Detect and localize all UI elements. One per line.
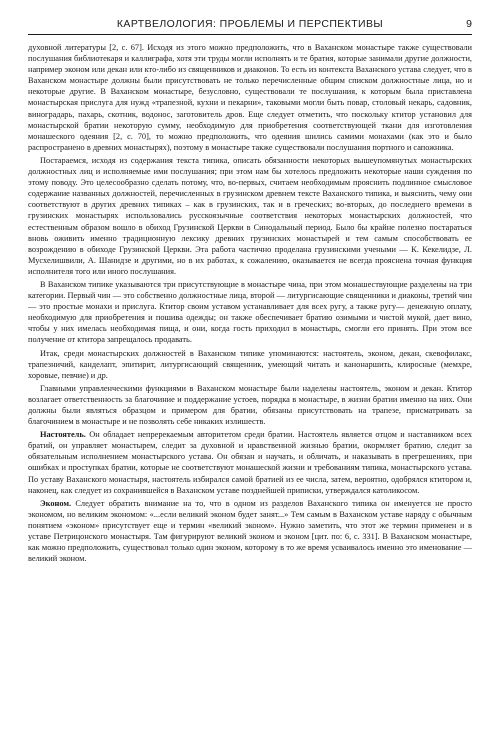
page-header <box>28 18 472 35</box>
paragraph-text: Постараемся, исходя из содержания текста типика, описать обязанности некоторых вышеупомянутых монастырских должностных лиц и исполняемые ими послушания; при этом нам бы хотелось предложить некоторые наши суждения по этому поводу. Это целесообразно сделать потому, что, во-первых, считаем необходимым прояснить подлинное смысловое содержание названных должностей, перечисленных в грузинском древнем тексте Ваханского типика, и выяснить, чему они соответствуют в других древних типиках – как в грузинских, так и в греческих; во-вторых, до последнего времени в грузинских монастырях использовались русскоязычные соответствия некоторых монастырских должностей, что естественным образом вошло в обиход Грузинской Церкви в Синодальный период. Было бы крайне полезно постараться вновь оживить именно традиционную лексику древних грузинских монастырей и тем самым способствовать ее возрождению в обиходе Грузинской Церкви. Эта работа частично проделана грузинскими учеными — К. Кекелидзе, Л. Мусхелишвили, А. Шанидзе и другими, но в их работах, к сожалению, оказывается не всегда прояснена точная функция исполнителя того или иного послушания. <box>28 155 472 276</box>
paragraph <box>28 42 472 153</box>
paragraph-text: духовной литературы [2, с. 67]. Исходя из этого можно предположить, что в Ваханском монастыре также существовали послушания библиотекаря и каллиграфа, хотя эти труды могли исполнять и те братия, которые занимали другие должности, например эконом или декан или кто-либо из священников и диаконов. То есть из контекста Ваханского устава следует, что в Ваханском монастыре должны были присутствовать не только перечисленные общим списком должностные лица, но и некоторые другие. В Ваханском монастыре, безусловно, существовали те послушания, к которым была приставлена монастырская прислуга для нужд «трапезной, кухни и пекарни», таковыми могли быть повар, столовый некарь, садовник, виноградарь, пахарь, скотник, водонос, заготовитель дров. Еще следует отметить, что поскольку ктитор установил для монастырской братии некоторую сумму, необходимую для приобретения соответствующей ткани для изготовления монашеского одеяния [2, с. 70], то можно предположить, что одеяния шились самими монахами (как это и было распространено в древних монастырях), поэтому в монастыре также существовали послушания портного и сапожника. <box>28 43 472 152</box>
running-title: КАРТВЕЛОЛОГИЯ: ПРОБЛЕМЫ И ПЕРСПЕКТИВЫ <box>116 18 384 30</box>
page-number: 9 <box>466 18 472 30</box>
body-text <box>28 42 472 724</box>
section-term: Эконом. <box>40 498 72 508</box>
paragraph-text: В Ваханском типике указываются три присутствующие в монастыре чина, при этом монашествующие разделены на три категории. Первый чин — это собственно должностные лица, второй — литургисающие священники и диаконы, третий чин — это простые монахи и прислуга. Ктитор своим уставом устанавливает для всех ругу, а также ругу— денежную оплату, необходимую для приобретения и пошива одежды; он также обеспечивает братию озимыми и чистой мукой, дает вино, чтобы у них имелась необходимая пища, и они, когда гость приходил в монастырь, смогли его принять. При этом все получение от ктитора запрещалось продавать. <box>28 279 472 345</box>
paragraph <box>28 498 472 565</box>
section-term: Настоятель. <box>40 430 86 440</box>
paragraph-text: Главными управленческими функциями в Ваханском монастыре были наделены настоятель, эконом и декан. Ктитор возлагает ответственность за благочиние и поддержание устоев, порядка в монастыре, в жизни братии именно на них. Они должны были являться образцом и примером для братии, обязаны присутствовать на трапезе, присматривать за благочинием в монастыре и не позволять себе никаких излишеств. <box>28 383 472 427</box>
paragraph-text: Он обладает непререкаемым авторитетом среди братии. Настоятель является отцом и наставником всех братий, он управляет монастырем, следит за духовной и нравственной жизнью братии, окормляет братию, следит за обязательным исполнением монастырского устава. Он обязан и научать, и обличать, и наказывать в прегрешениях, при ошибках и проступках братии, которые не соответствуют монашеской жизни и требованиям типика, монастырского устава. По уставу Ваханского монастыря, настоятель избирался самой братией из ее числа, затем, вероятно, одобрялся ктитором и, наконец, как следует из сохранившейся в Ваханском уставе позднейшей приписки, утверждался католикосом. <box>28 430 472 495</box>
paragraph <box>28 348 472 381</box>
paragraph <box>28 279 472 346</box>
paragraph <box>28 429 472 496</box>
paragraph <box>28 383 472 427</box>
paragraph-text: Итак, среди монастырских должностей в Ваханском типике упоминаются: настоятель, эконом, декан, скевофилакс, трапезничий, канделапт, эпитирит, литургисающий священник, умеющий читать и канонаршить, клиросные (мемхре, хоровые, певчие) и др. <box>28 348 472 380</box>
paragraph-text: Следует обратить внимание на то, что в одном из разделов Ваханского типика он именуется не просто экономом, но великим экономом: «...если великий эконом будет занят...» Тем самым в Ваханском уставе наряду с обычным понятием «эконом» присутствует еще и термин «великий эконом». Нужно заметить, что этот же термин применен и в уставе Петрицонского монастыря. Там фигурируют великий эконом и эконом [цит. по: 6, с. 331]. В Ваханском монастыре, как можно предположить, существовал только один эконом, которому в то же время усваивалось именно это именование — великий эконом. <box>28 498 472 564</box>
paragraph <box>28 155 472 277</box>
